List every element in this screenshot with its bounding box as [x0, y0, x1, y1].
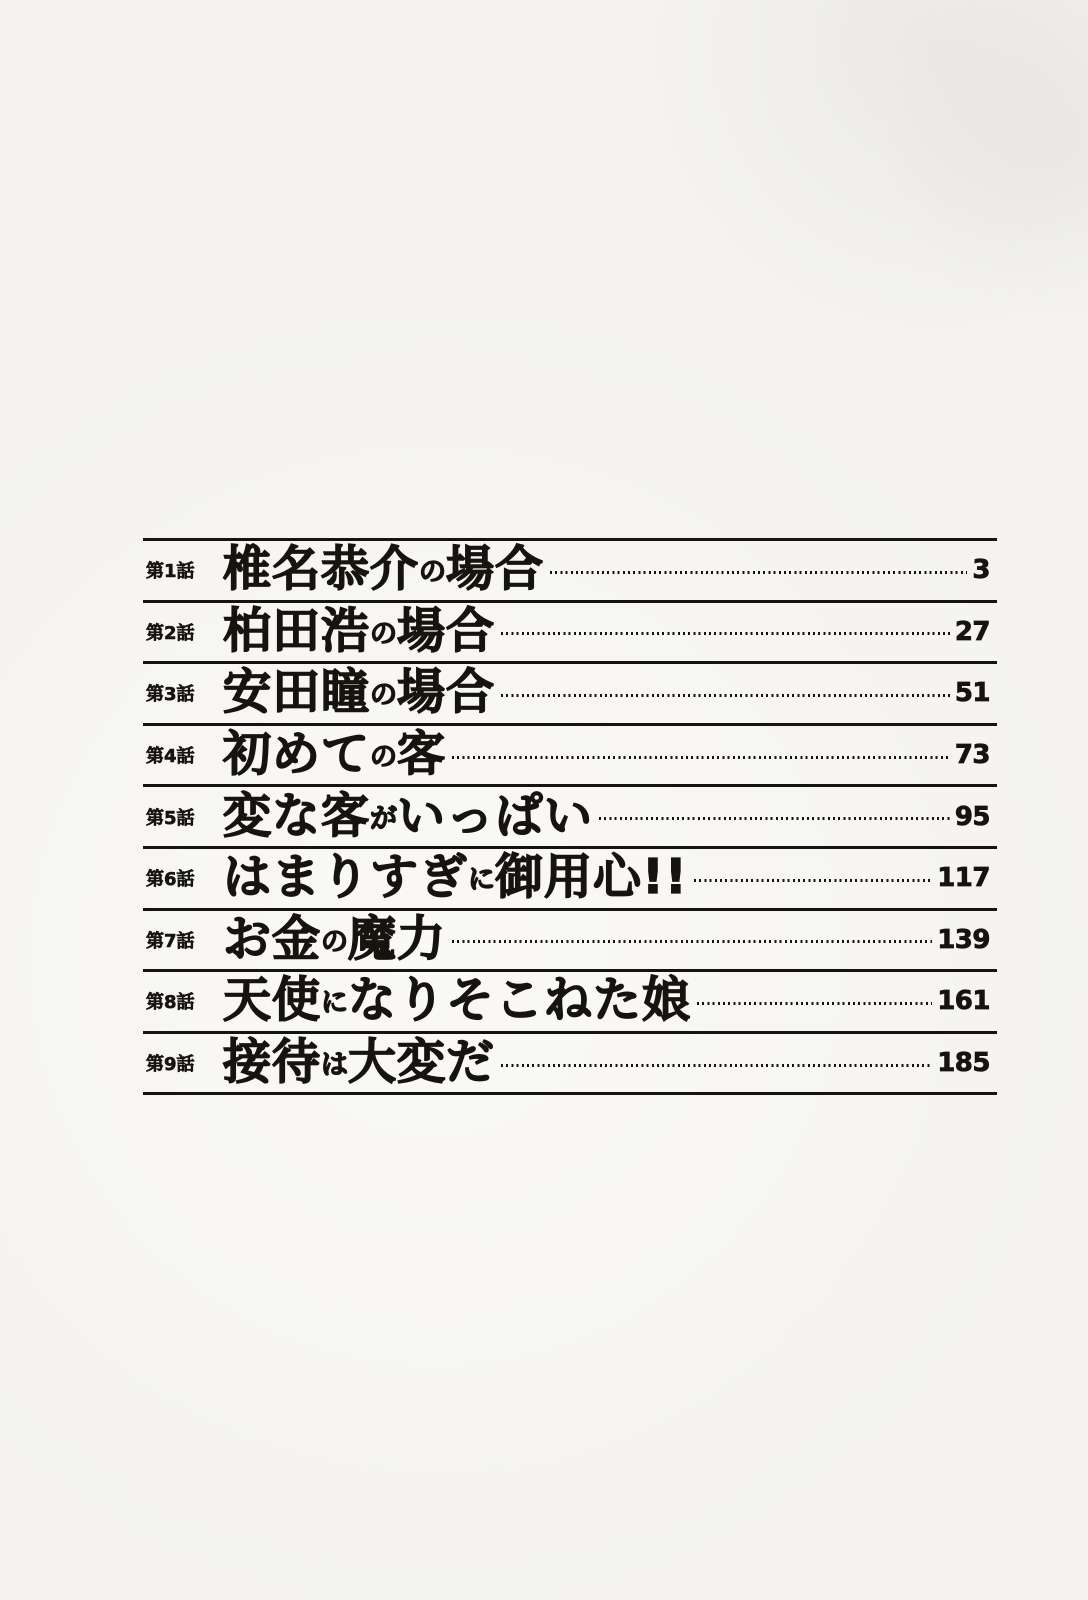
dot-leader: [550, 571, 967, 574]
chapter-label: 第4話: [146, 746, 195, 768]
chapter-label: 第9話: [146, 1054, 195, 1076]
chapter-title: 柏田浩の場合: [223, 602, 496, 659]
chapter-title: 椎名恭介の場合: [223, 541, 545, 598]
toc-row: [143, 538, 997, 600]
chapter-title: 安田瞳の場合: [223, 664, 496, 721]
chapter-title: 接待は大変だ: [223, 1034, 496, 1091]
page-number: 139: [937, 924, 990, 955]
dot-leader: [452, 756, 950, 759]
page-number: 95: [954, 801, 990, 832]
toc-row: [143, 969, 997, 1031]
page-number: 161: [937, 986, 990, 1017]
dot-leader: [501, 632, 950, 635]
chapter-title: 初めての客: [223, 726, 447, 783]
table-of-contents: [143, 538, 997, 1095]
page-number: 51: [954, 678, 990, 709]
page-number: 117: [937, 863, 990, 894]
page-number: 3: [972, 555, 990, 586]
dot-leader: [501, 1064, 932, 1067]
dot-leader: [694, 879, 932, 882]
toc-row: [143, 600, 997, 662]
chapter-label: 第6話: [146, 869, 195, 891]
chapter-label: 第1話: [146, 561, 195, 583]
chapter-label: 第3話: [146, 684, 195, 706]
page-number: 185: [937, 1048, 990, 1079]
toc-row: [143, 846, 997, 908]
chapter-label: 第5話: [146, 807, 195, 829]
dot-leader: [452, 940, 932, 943]
dot-leader: [501, 694, 950, 697]
dot-leader: [599, 817, 950, 820]
toc-row: [143, 661, 997, 723]
chapter-title: はまりすぎに御用心!!: [223, 849, 688, 906]
dot-leader: [697, 1002, 932, 1005]
toc-row: [143, 784, 997, 846]
chapter-title: 天使になりそこねた娘: [223, 972, 692, 1029]
page-number: 73: [954, 740, 990, 771]
page-number: 27: [954, 616, 990, 647]
chapter-label: 第7話: [146, 930, 195, 952]
toc-row: [143, 723, 997, 785]
chapter-label: 第8話: [146, 992, 195, 1014]
toc-row: [143, 908, 997, 970]
chapter-label: 第2話: [146, 622, 195, 644]
toc-row: [143, 1031, 997, 1093]
chapter-title: 変な客がいっぱい: [223, 787, 594, 844]
chapter-title: お金の魔力: [223, 910, 447, 967]
